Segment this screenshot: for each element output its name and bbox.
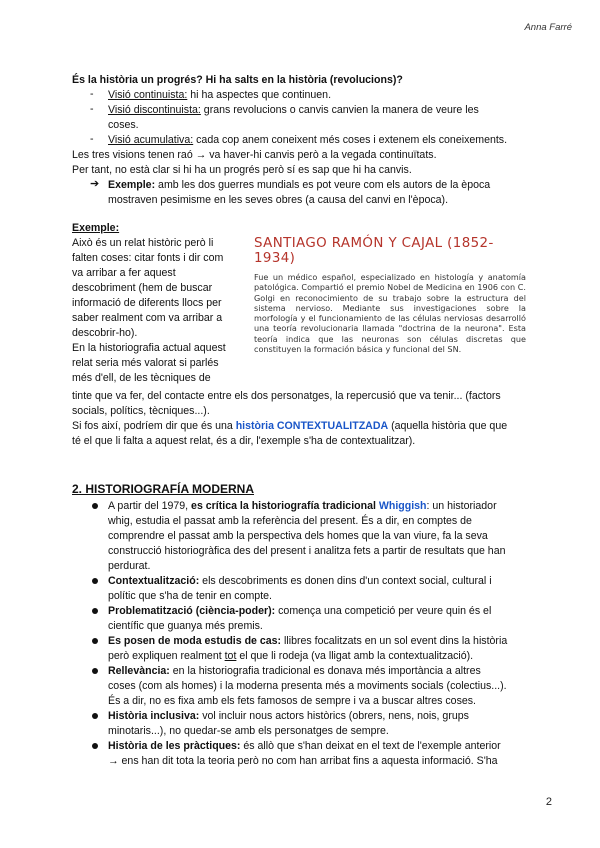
example-left-line: falten coses: citar fonts i dir com	[72, 252, 224, 264]
bullet-dot	[92, 503, 98, 509]
example-label: Exemple:	[108, 179, 156, 191]
paragraph: socials, polítics, tècniques...).	[72, 405, 210, 417]
bullet-dot	[92, 638, 98, 644]
bullet-line: comprendre el passat amb la perspectiva dels homes que la van viure, fa la seva	[108, 530, 488, 542]
list-item	[108, 133, 507, 147]
example-left-line: va arribar a fer aquest	[72, 267, 176, 279]
example-text: amb les dos guerres mundials es pot veure com els autors de la època	[155, 179, 491, 191]
example-left-line: informació de diferents llocs per	[72, 297, 222, 309]
whiggish-term: Whiggish	[378, 500, 427, 512]
paragraph: Per tant, no està clar si hi ha un progrés però sí es sap que hi ha canvis.	[72, 164, 412, 176]
paragraph	[72, 419, 507, 433]
bullet-label: Història de les pràctiques:	[108, 740, 241, 752]
bullet-line	[108, 739, 501, 753]
bullet-label: Rellevància:	[108, 665, 170, 677]
list-text: grans revolucions o canvis canvien la manera de veure les	[200, 104, 479, 116]
dash-bullet: -	[90, 103, 94, 115]
bullet-line: whig, estudia el passat amb la referència del present. És a dir, en comptes de	[108, 515, 472, 527]
text-span: és allò que s'han deixat en el text de l'exemple anterior	[240, 740, 501, 752]
page-number: 2	[545, 796, 552, 808]
dash-bullet: -	[90, 88, 94, 100]
list-item	[108, 103, 479, 117]
section-heading: 2. HISTORIOGRAFÍA MODERNA	[72, 482, 255, 496]
example-left-line: relat seria més valorat si parlés	[72, 357, 219, 369]
bullet-line: minotaris...), no quedar-se amb els personatges de sempre.	[108, 725, 389, 737]
bullet-dot	[92, 578, 98, 584]
bullet-label: Problematització (ciència-poder):	[108, 605, 276, 617]
bullet-label: Història inclusiva:	[108, 710, 200, 722]
paragraph: Les tres visions tenen raó → va haver-hi canvis però a la vegada continuïtats.	[72, 149, 437, 161]
example-cont: mostraven pesimisme en les seves obres (a causa del canvi en l'època).	[108, 194, 449, 206]
bullet-line: coses (com als homes) i la moderna presenta més a moviments socials (colectius...).	[108, 680, 507, 692]
example-left-line: més d'ell, de les tècniques de	[72, 372, 211, 384]
bullet-label: Contextualització:	[108, 575, 200, 587]
bullet-line: científic que guanya més premis.	[108, 620, 263, 632]
cajal-inset-image	[254, 236, 526, 376]
bullet-label: Es posen de moda estudis de cas:	[108, 635, 282, 647]
bullet-dot	[92, 668, 98, 674]
example-left-line: descobriment (hem de buscar	[72, 282, 213, 294]
bullet-line	[108, 634, 507, 648]
bullet-line	[108, 649, 473, 663]
bullet-line: perdurat.	[108, 560, 151, 572]
bullet-line: polític que s'ha de tenir en compte.	[108, 590, 272, 602]
inset-title: SANTIAGO RAMÓN Y CAJAL (1852-1934)	[254, 236, 494, 266]
bullet-line	[108, 574, 492, 588]
section-question: És la història un progrés? Hi ha salts en la història (revolucions)?	[72, 74, 403, 86]
example-left-line: descobrir-ho).	[72, 327, 138, 339]
bullet-line	[108, 709, 469, 723]
example-left-line: Això és un relat històric però li	[72, 237, 214, 249]
bullet-line	[108, 499, 497, 513]
text-span: comença una competició per veure quin és el	[275, 605, 492, 617]
dash-bullet: -	[90, 133, 94, 145]
text-span: Si fos així, podríem dir que és una	[72, 420, 236, 432]
list-item	[108, 88, 331, 102]
highlight-term: història CONTEXTUALITZADA	[235, 420, 389, 432]
list-text: cada cop anem coneixent més coses i extenem els coneixements.	[193, 134, 508, 146]
paragraph: té el que li falta a aquest relat, és a dir, l'exemple s'ha de contextualitzar).	[72, 435, 416, 447]
underlined-word: tot	[224, 650, 237, 662]
example-left-line: saber realment com va arribar a	[72, 312, 223, 324]
text-span: però expliquen realment	[108, 650, 225, 662]
list-term: Visió acumulativa:	[108, 134, 194, 146]
list-text-cont: coses.	[108, 119, 139, 131]
bullet-dot	[92, 608, 98, 614]
list-term: Visió discontinuista:	[108, 104, 201, 116]
text-span: en la historiografia tradicional es donava més importància a altres	[169, 665, 481, 677]
bullet-line	[108, 604, 491, 618]
bullet-line: → ens han dit tota la teoria però no com han arribat fins a aquesta informació. S'ha	[108, 755, 498, 767]
inset-body: Fue un médico español, especializado en histología y anatomía patológica. Compartió el premio Nobel de Medicina en 1906 con C. Golgi en reconocimiento de su trabajo sobre la estructura del sistema nervioso. Mediante sus investigaciones sobre la morfología y el funcionamiento de las células nerviosas desarrolló una teoría revolucionaria llamada "doctrina de la neurona". Esta teoría indica que las neuronas son células discretas que constituyen la formación básica y funcional del SN.	[254, 272, 526, 355]
text-span: : un historiador	[426, 500, 497, 512]
text-span: (aquella història que que	[388, 420, 508, 432]
bullet-line: construcció historiogràfica des del present i analitza fets a partir de resultats que han	[108, 545, 506, 557]
text-span: llibres focalitzats en un sol event dins la història	[281, 635, 508, 647]
arrow-right-icon: ➔	[90, 178, 100, 190]
example-line	[108, 178, 490, 192]
text-span: el que li rodeja (va lligat amb la contextualització).	[236, 650, 474, 662]
list-text: hi ha aspectes que continuen.	[187, 89, 332, 101]
bold-span: es crítica la historiografía tradicional	[191, 500, 379, 512]
example-left-line: En la historiografia actual aquest	[72, 342, 226, 354]
text-span: vol incluir nous actors històrics (obrers, nens, nois, grups	[199, 710, 469, 722]
bullet-line: És a dir, no es fixa amb els fets famosos de sempre i va a buscar altres coses.	[108, 695, 477, 707]
author-name: Anna Farré	[524, 22, 572, 33]
bullet-dot	[92, 743, 98, 749]
text-span: A partir del 1979,	[108, 500, 192, 512]
bullet-dot	[92, 713, 98, 719]
bullet-line	[108, 664, 481, 678]
paragraph: tinte que va fer, del contacte entre els dos personatges, la repercusió que va tenir... (factors	[72, 390, 501, 402]
example-title: Exemple:	[72, 222, 120, 234]
text-span: els descobriments es donen dins d'un context social, cultural i	[199, 575, 492, 587]
list-term: Visió continuista:	[108, 89, 188, 101]
